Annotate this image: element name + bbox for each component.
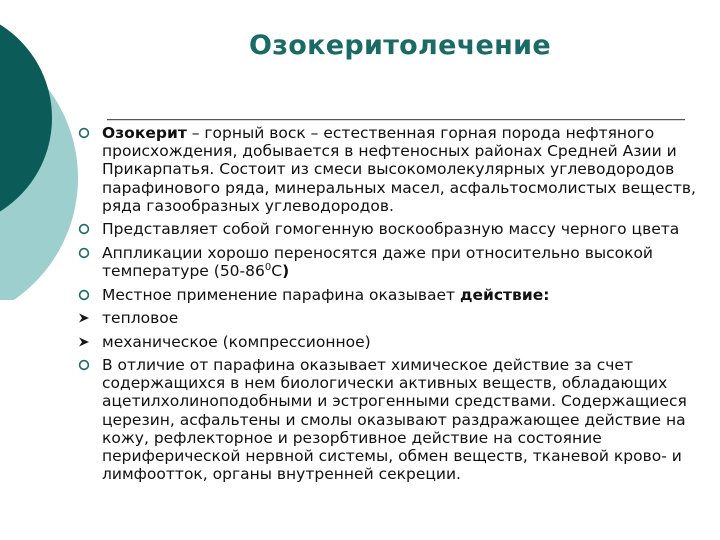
list-item bbox=[78, 124, 698, 215]
list-item bbox=[78, 220, 698, 238]
item-text: – горный воск – естественная горная порода нефтяного происхождения, добывается в нефтеносных районах Средней Азии и Прикарпатья. Состоит из смеси высокомолекулярных углеводородов парафинового ряда, минеральных масел, асфальтосмолистых веществ, ряда газообразных углеводородов. bbox=[102, 124, 696, 215]
arrow-bullet-icon bbox=[78, 336, 90, 348]
temperature-unit: С bbox=[271, 262, 283, 281]
term-ozokerite: Озокерит bbox=[102, 124, 187, 142]
circle-bullet-icon bbox=[78, 127, 90, 139]
term-action: действие: bbox=[459, 285, 550, 304]
item-text: В отличие от парафина оказывает химическое действие за счет содержащихся в нем биологически активных веществ, обладающих ацетилхолиноподобными и эстрогенными средствами. Содержащиеся церезин, асфальтены и смолы оказывают раздражающее действие на кожу, рефлекторное и резорбтивное действие на состояние периферической нервной системы, обмен веществ, тканевой крово- и лимфоотток, органы внутренней секреции. bbox=[102, 356, 687, 484]
item-text: тепловое bbox=[102, 309, 179, 328]
list-item bbox=[78, 286, 698, 304]
superscript-degree: 0 bbox=[264, 261, 272, 273]
closing-paren: ) bbox=[282, 262, 290, 281]
list-item bbox=[78, 333, 698, 351]
circle-bullet-icon bbox=[78, 247, 90, 259]
arrow-bullet-icon bbox=[78, 312, 90, 324]
circle-bullet-icon bbox=[78, 223, 90, 235]
circle-bullet-icon bbox=[78, 289, 90, 301]
bullet-list bbox=[78, 124, 698, 489]
circle-bullet-icon bbox=[78, 359, 90, 371]
slide-title: Озокеритолечение bbox=[249, 30, 551, 61]
list-item bbox=[78, 244, 698, 280]
item-text: Местное применение парафина оказывает bbox=[102, 285, 460, 304]
title-divider bbox=[107, 119, 685, 120]
item-text: Аппликации хорошо переносятся даже при относительно высокой температуре (50-86 bbox=[102, 243, 654, 281]
item-text: механическое (компрессионное) bbox=[102, 332, 371, 351]
item-text: Представляет собой гомогенную воскообразную массу черного цвета bbox=[102, 220, 680, 239]
list-item bbox=[78, 356, 698, 483]
list-item bbox=[78, 309, 698, 327]
